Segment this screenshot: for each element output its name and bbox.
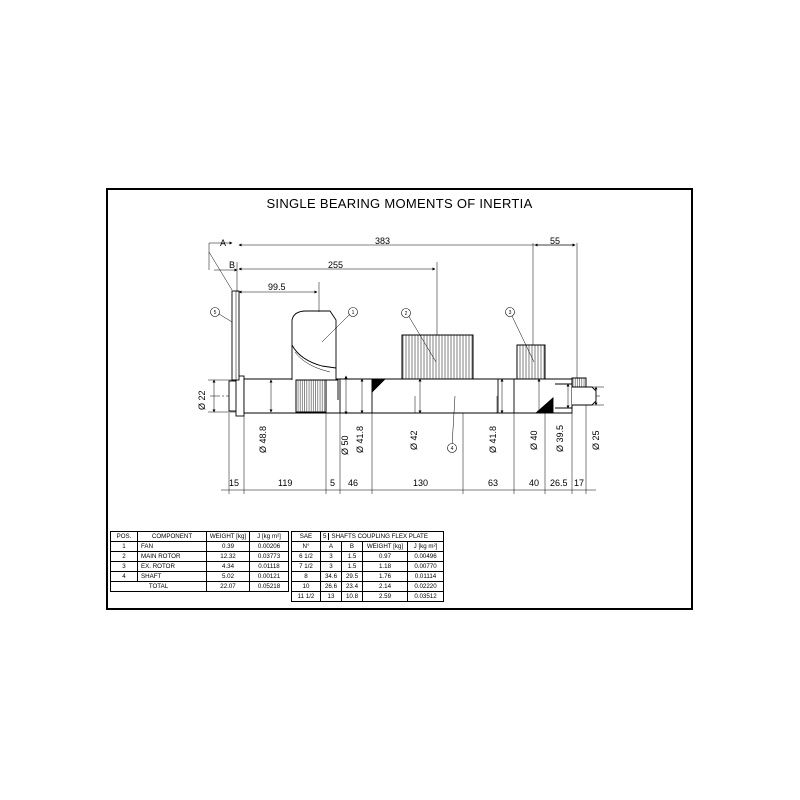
dim-d42: Ø 42 [409, 430, 419, 450]
table-row [292, 562, 444, 572]
cell-sae: 8 [292, 572, 321, 582]
cell-weight: 5.02 [207, 572, 250, 582]
cell-total-weight: 22.07 [207, 582, 250, 592]
cell-j: 0.00206 [250, 542, 289, 552]
header-weight: WEIGHT [kg] [363, 542, 408, 552]
cell-j: 0.03773 [250, 552, 289, 562]
table-header-row [292, 532, 444, 542]
dim-bottom-6: 63 [488, 478, 499, 488]
table-row [292, 572, 444, 582]
table-row [292, 582, 444, 592]
dim-b-label: B [229, 260, 236, 270]
cell-weight: 12.32 [207, 552, 250, 562]
header-weight: WEIGHT [kg] [207, 532, 250, 542]
table-row [292, 552, 444, 562]
header-component: COMPONENT [138, 532, 207, 542]
cell-j: 0.00121 [250, 572, 289, 582]
dim-bottom-1: 15 [229, 478, 240, 488]
tag-shaft: 4 [450, 446, 454, 452]
cell-j: 0.00496 [408, 552, 444, 562]
cell-b: 29.5 [342, 572, 363, 582]
dim-d41-8-left: Ø 41.8 [355, 425, 365, 453]
table-subheader-row [292, 542, 444, 552]
cell-j: 0.01118 [250, 562, 289, 572]
dim-to-main-rotor: 255 [328, 260, 344, 270]
cell-j: 0.01114 [408, 572, 444, 582]
dim-bottom-2: 119 [278, 478, 293, 488]
dim-d48-8: Ø 48.8 [258, 425, 268, 453]
drawing-title: SINGLE BEARING MOMENTS OF INERTIA [266, 196, 533, 211]
dim-overall: 383 [375, 236, 391, 246]
cell-a: 26.6 [321, 582, 342, 592]
cell-sae: 6 1/2 [292, 552, 321, 562]
header-pos: 5 [322, 533, 329, 540]
header-pos: POS. [111, 532, 138, 542]
coupling-table [291, 531, 444, 602]
cell-pos: 4 [111, 572, 138, 582]
dim-bottom-5: 130 [413, 478, 429, 488]
cell-weight: 4.34 [207, 562, 250, 572]
dim-right: 55 [550, 236, 561, 246]
dim-to-fan: 99.5 [268, 282, 286, 292]
dim-d40: Ø 40 [529, 430, 539, 450]
tag-fan-plate: 5 [213, 310, 217, 316]
cell-weight: 1.18 [363, 562, 408, 572]
dim-bottom-3: 5 [330, 478, 336, 488]
cell-weight: 1.76 [363, 572, 408, 582]
table-row [111, 542, 289, 552]
dim-bottom-8: 26.5 [550, 478, 568, 488]
cell-weight: 0.39 [207, 542, 250, 552]
dim-d22: Ø 22 [197, 390, 207, 410]
table-total-row [111, 582, 289, 592]
cell-component: FAN [138, 542, 207, 552]
cell-b: 1.5 [342, 562, 363, 572]
cell-component: MAIN ROTOR [138, 552, 207, 562]
header-j: J [kg m²] [408, 542, 444, 552]
dim-bottom-9: 17 [574, 478, 585, 488]
dim-d41-8-right: Ø 41.8 [488, 425, 498, 453]
cell-b: 10.8 [342, 592, 363, 602]
cell-component: EX. ROTOR [138, 562, 207, 572]
cell-j: 0.02220 [408, 582, 444, 592]
cell-pos: 1 [111, 542, 138, 552]
cell-a: 34.6 [321, 572, 342, 582]
cell-weight: 2.59 [363, 592, 408, 602]
header-title-text: SHAFTS COUPLING FLEX PLATE [331, 532, 428, 540]
header-title [321, 532, 444, 542]
cell-pos: 2 [111, 552, 138, 562]
tag-main-rotor: 2 [404, 311, 408, 317]
cell-weight: 0.97 [363, 552, 408, 562]
cell-a: 13 [321, 592, 342, 602]
dim-bottom-4: 46 [348, 478, 359, 488]
header-b: B [342, 542, 363, 552]
dim-bottom-7: 40 [529, 478, 540, 488]
table-row [111, 552, 289, 562]
dim-d39-5: Ø 39.5 [555, 424, 565, 452]
cell-sae: 7 1/2 [292, 562, 321, 572]
cell-b: 23.4 [342, 582, 363, 592]
header-a: A [321, 542, 342, 552]
cell-total-j: 0.05218 [250, 582, 289, 592]
dim-d50: Ø 50 [340, 435, 350, 455]
tag-ex-rotor: 3 [508, 310, 512, 316]
header-sae-number: N° [292, 542, 321, 552]
cell-j: 0.00770 [408, 562, 444, 572]
header-sae: SAE [292, 532, 321, 542]
cell-total-label: TOTAL [111, 582, 207, 592]
header-j: J [kg m²] [250, 532, 289, 542]
cell-a: 3 [321, 552, 342, 562]
cell-pos: 3 [111, 562, 138, 572]
table-row [111, 572, 289, 582]
dim-a-label: A [220, 238, 227, 248]
components-table [110, 531, 289, 592]
dim-d25: Ø 25 [591, 430, 601, 450]
cell-component: SHAFT [138, 572, 207, 582]
table-row [292, 592, 444, 602]
table-row [111, 562, 289, 572]
cell-sae: 10 [292, 582, 321, 592]
tag-fan: 1 [351, 310, 355, 316]
cell-sae: 11 1/2 [292, 592, 321, 602]
table-header-row [111, 532, 289, 542]
cell-weight: 2.14 [363, 582, 408, 592]
cell-j: 0.03512 [408, 592, 444, 602]
cell-b: 1.5 [342, 552, 363, 562]
cell-a: 3 [321, 562, 342, 572]
